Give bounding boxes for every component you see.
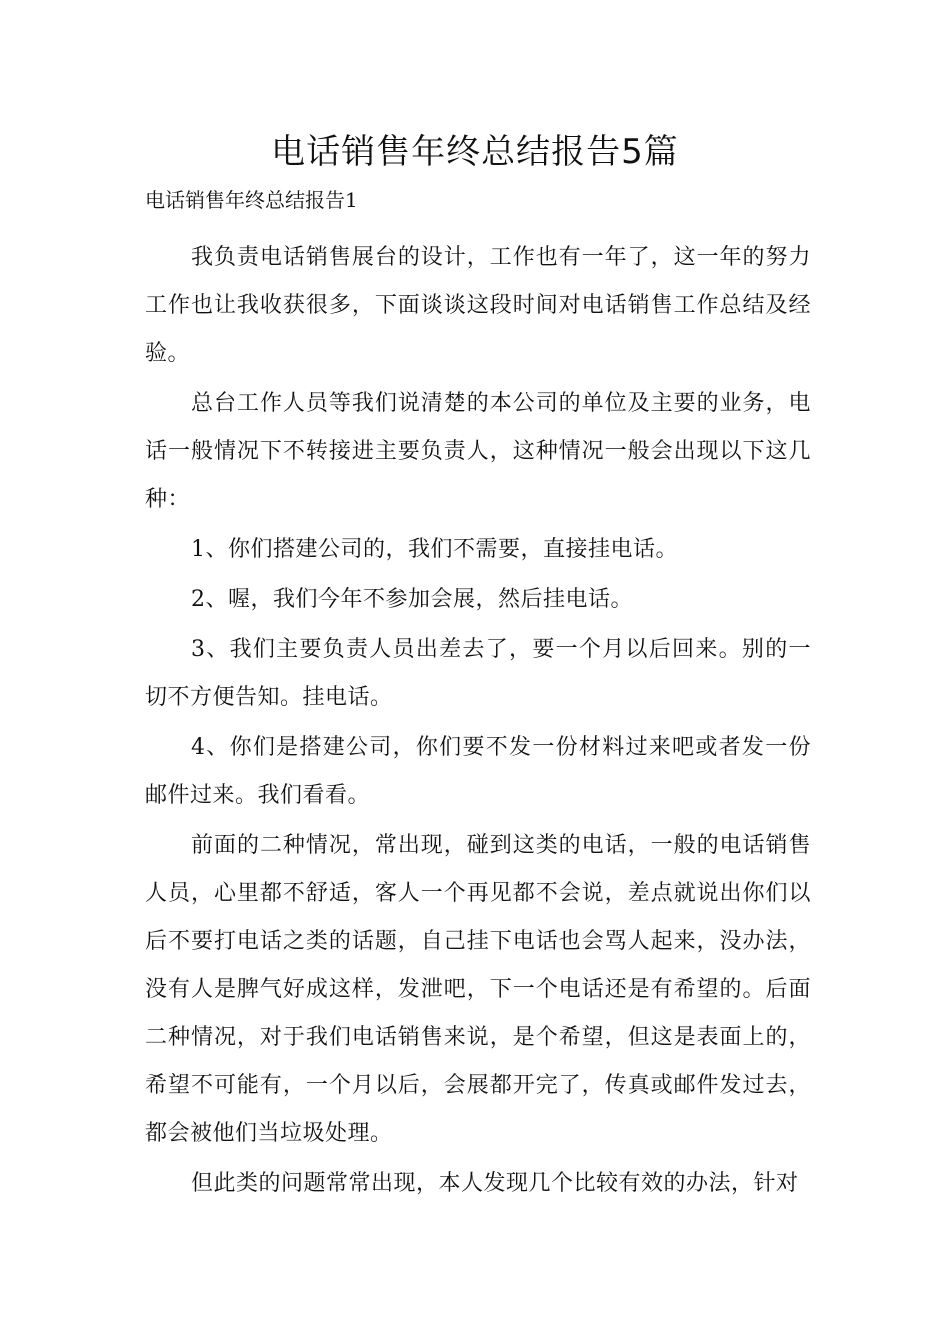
list-item-4: 4、你们是搭建公司，你们要不发一份材料过来吧或者发一份邮件过来。我们看看。	[145, 735, 811, 808]
list-item-2: 2、喔，我们今年不参加会展，然后挂电话。	[191, 587, 633, 612]
paragraph-analysis: 前面的二种情况，常出现，碰到这类的电话，一般的电话销售人员，心里都不舒适，客人一个再见都不会说，差点就说出你们以后不要打电话之类的话题，自己挂下电话也会骂人起来，没办法，没有人是脾气好成这样，发泄吧，下一个电话还是有希望的。后面二种情况，对于我们电话销售来说，是个希望，但这是表面上的，希望不可能有，一个月以后，会展都开完了，传真或邮件发过去，都会被他们当垃圾处理。	[145, 833, 811, 1146]
paragraph-situations: 总台工作人员等我们说清楚的本公司的单位及主要的业务，电话一般情况下不转接进主要负责人，这种情况一般会出现以下这几种：	[145, 391, 811, 512]
list-item-3: 3、我们主要负责人员出差去了，要一个月以后回来。别的一切不方便告知。挂电话。	[145, 637, 811, 710]
section-heading: 电话销售年终总结报告1	[145, 188, 358, 212]
list-item-1: 1、你们搭建公司的，我们不需要，直接挂电话。	[191, 537, 678, 562]
document-body	[145, 234, 811, 1210]
paragraph-solution: 但此类的问题常常出现，本人发现几个比较有效的办法，针对	[191, 1171, 799, 1196]
paragraph-intro: 我负责电话销售展台的设计，工作也有一年了，这一年的努力工作也让我收获很多，下面谈谈这段时间对电话销售工作总结及经验。	[145, 245, 811, 366]
document-title: 电话销售年终总结报告5篇	[271, 132, 679, 172]
